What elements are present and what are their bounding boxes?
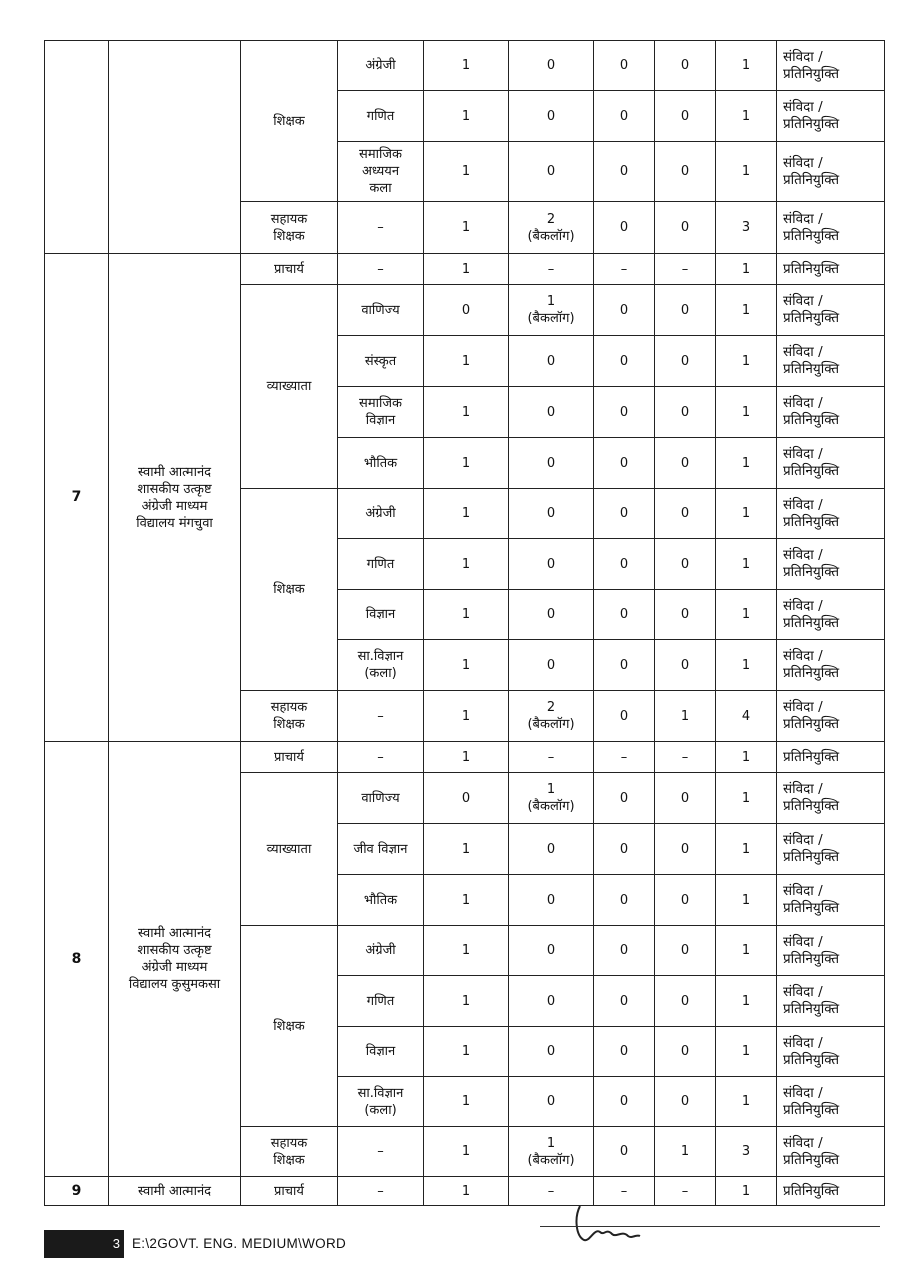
footer-divider	[540, 1226, 880, 1227]
serial-number-cell: 9	[45, 1177, 109, 1206]
count-cell: 1	[424, 926, 509, 976]
count-cell: 0	[655, 640, 716, 691]
count-cell: 0	[509, 875, 594, 926]
total-cell: 1	[716, 438, 777, 489]
serial-number-cell	[45, 41, 109, 254]
subject-cell: वाणिज्य	[338, 285, 424, 336]
count-cell: 0	[594, 926, 655, 976]
subject-cell: समाजिक विज्ञान	[338, 387, 424, 438]
count-cell: 1	[424, 438, 509, 489]
count-cell: –	[655, 1177, 716, 1206]
recruitment-mode-cell: संविदा / प्रतिनियुक्ति	[777, 539, 885, 590]
total-cell: 1	[716, 875, 777, 926]
count-cell: –	[594, 1177, 655, 1206]
count-cell: 0	[655, 285, 716, 336]
recruitment-mode-cell: संविदा / प्रतिनियुक्ति	[777, 41, 885, 91]
count-cell: 0	[509, 590, 594, 640]
subject-cell: भौतिक	[338, 875, 424, 926]
total-cell: 1	[716, 742, 777, 773]
serial-number-cell: 7	[45, 254, 109, 742]
count-cell: 1	[424, 1077, 509, 1127]
count-cell: 0	[509, 91, 594, 142]
count-cell: 0	[594, 640, 655, 691]
subject-cell: विज्ञान	[338, 590, 424, 640]
recruitment-mode-cell: संविदा / प्रतिनियुक्ति	[777, 91, 885, 142]
total-cell: 1	[716, 1077, 777, 1127]
count-cell: 0	[509, 142, 594, 202]
table-row	[45, 41, 885, 91]
recruitment-mode-cell: प्रतिनियुक्ति	[777, 1177, 885, 1206]
count-cell: 0	[509, 926, 594, 976]
post-cell: शिक्षक	[241, 41, 338, 202]
recruitment-mode-cell: संविदा / प्रतिनियुक्ति	[777, 926, 885, 976]
subject-cell: –	[338, 1177, 424, 1206]
count-cell: 0	[594, 336, 655, 387]
table-row	[45, 742, 885, 773]
count-cell: 2 (बैकलॉग)	[509, 202, 594, 254]
count-cell: 2 (बैकलॉग)	[509, 691, 594, 742]
count-cell: 1	[424, 742, 509, 773]
total-cell: 1	[716, 1027, 777, 1077]
count-cell: 0	[655, 142, 716, 202]
count-cell: 0	[655, 875, 716, 926]
count-cell: 0	[509, 976, 594, 1027]
count-cell: 0	[594, 142, 655, 202]
total-cell: 1	[716, 1177, 777, 1206]
subject-cell: जीव विज्ञान	[338, 824, 424, 875]
count-cell: –	[594, 742, 655, 773]
count-cell: 0	[509, 1077, 594, 1127]
count-cell: 0	[424, 773, 509, 824]
count-cell: 1	[424, 1127, 509, 1177]
count-cell: –	[594, 254, 655, 285]
subject-cell: विज्ञान	[338, 1027, 424, 1077]
count-cell: 0	[594, 1077, 655, 1127]
count-cell: 0	[655, 773, 716, 824]
count-cell: 1	[424, 1027, 509, 1077]
count-cell: 1 (बैकलॉग)	[509, 773, 594, 824]
total-cell: 1	[716, 640, 777, 691]
recruitment-mode-cell: संविदा / प्रतिनियुक्ति	[777, 438, 885, 489]
subject-cell: सा.विज्ञान (कला)	[338, 1077, 424, 1127]
total-cell: 1	[716, 539, 777, 590]
count-cell: 0	[655, 336, 716, 387]
count-cell: 0	[424, 285, 509, 336]
count-cell: 0	[655, 41, 716, 91]
recruitment-mode-cell: संविदा / प्रतिनियुक्ति	[777, 875, 885, 926]
count-cell: 0	[594, 590, 655, 640]
recruitment-mode-cell: संविदा / प्रतिनियुक्ति	[777, 142, 885, 202]
subject-cell: गणित	[338, 976, 424, 1027]
recruitment-mode-cell: संविदा / प्रतिनियुक्ति	[777, 640, 885, 691]
count-cell: 1	[424, 336, 509, 387]
count-cell: 0	[594, 1127, 655, 1177]
count-cell: 1	[424, 691, 509, 742]
total-cell: 1	[716, 387, 777, 438]
count-cell: 0	[655, 202, 716, 254]
count-cell: 0	[594, 539, 655, 590]
signature-mark	[570, 1198, 660, 1252]
subject-cell: –	[338, 202, 424, 254]
recruitment-mode-cell: संविदा / प्रतिनियुक्ति	[777, 336, 885, 387]
subject-cell: वाणिज्य	[338, 773, 424, 824]
post-cell: शिक्षक	[241, 926, 338, 1127]
vacancy-table	[44, 40, 885, 1206]
count-cell: 0	[509, 824, 594, 875]
total-cell: 1	[716, 926, 777, 976]
recruitment-mode-cell: संविदा / प्रतिनियुक्ति	[777, 1077, 885, 1127]
total-cell: 1	[716, 41, 777, 91]
subject-cell: –	[338, 254, 424, 285]
count-cell: 0	[594, 438, 655, 489]
count-cell: –	[509, 254, 594, 285]
count-cell: 0	[655, 824, 716, 875]
recruitment-mode-cell: संविदा / प्रतिनियुक्ति	[777, 773, 885, 824]
count-cell: 0	[594, 202, 655, 254]
count-cell: 0	[594, 691, 655, 742]
post-cell: सहायक शिक्षक	[241, 691, 338, 742]
subject-cell: अंग्रेजी	[338, 926, 424, 976]
count-cell: 0	[509, 41, 594, 91]
post-cell: प्राचार्य	[241, 254, 338, 285]
count-cell: 1	[424, 875, 509, 926]
post-cell: व्याख्याता	[241, 773, 338, 926]
subject-cell: अंग्रेजी	[338, 41, 424, 91]
count-cell: 0	[509, 539, 594, 590]
total-cell: 1	[716, 824, 777, 875]
post-cell: सहायक शिक्षक	[241, 202, 338, 254]
post-cell: शिक्षक	[241, 489, 338, 691]
total-cell: 1	[716, 254, 777, 285]
count-cell: 0	[655, 387, 716, 438]
count-cell: 1 (बैकलॉग)	[509, 285, 594, 336]
count-cell: 0	[509, 438, 594, 489]
count-cell: 0	[594, 489, 655, 539]
school-name-cell: स्वामी आत्मानंद शासकीय उत्कृष्ट अंग्रेजी माध्यम विद्यालय कुसुमकसा	[109, 742, 241, 1177]
count-cell: 1	[424, 489, 509, 539]
subject-cell: भौतिक	[338, 438, 424, 489]
count-cell: 1 (बैकलॉग)	[509, 1127, 594, 1177]
school-name-cell: स्वामी आत्मानंद	[109, 1177, 241, 1206]
count-cell: 0	[594, 285, 655, 336]
total-cell: 1	[716, 142, 777, 202]
count-cell: 1	[424, 387, 509, 438]
subject-cell: गणित	[338, 91, 424, 142]
count-cell: 1	[424, 1177, 509, 1206]
count-cell: 0	[655, 438, 716, 489]
total-cell: 1	[716, 773, 777, 824]
subject-cell: समाजिक अध्ययन कला	[338, 142, 424, 202]
count-cell: –	[509, 1177, 594, 1206]
count-cell: 0	[655, 1027, 716, 1077]
count-cell: –	[655, 742, 716, 773]
subject-cell: संस्कृत	[338, 336, 424, 387]
recruitment-mode-cell: संविदा / प्रतिनियुक्ति	[777, 976, 885, 1027]
recruitment-mode-cell: संविदा / प्रतिनियुक्ति	[777, 1127, 885, 1177]
school-name-cell: स्वामी आत्मानंद शासकीय उत्कृष्ट अंग्रेजी माध्यम विद्यालय मंगचुवा	[109, 254, 241, 742]
subject-cell: –	[338, 691, 424, 742]
recruitment-mode-cell: संविदा / प्रतिनियुक्ति	[777, 202, 885, 254]
count-cell: 0	[509, 1027, 594, 1077]
total-cell: 1	[716, 336, 777, 387]
count-cell: 0	[594, 824, 655, 875]
count-cell: 1	[655, 691, 716, 742]
count-cell: 0	[509, 387, 594, 438]
count-cell: 0	[655, 926, 716, 976]
count-cell: –	[509, 742, 594, 773]
count-cell: 0	[594, 875, 655, 926]
total-cell: 3	[716, 1127, 777, 1177]
count-cell: –	[655, 254, 716, 285]
total-cell: 1	[716, 590, 777, 640]
count-cell: 0	[509, 640, 594, 691]
subject-cell: अंग्रेजी	[338, 489, 424, 539]
footer-page-badge	[44, 1230, 124, 1258]
count-cell: 0	[594, 1027, 655, 1077]
count-cell: 0	[594, 773, 655, 824]
post-cell: व्याख्याता	[241, 285, 338, 489]
total-cell: 1	[716, 489, 777, 539]
count-cell: 0	[655, 590, 716, 640]
recruitment-mode-cell: प्रतिनियुक्ति	[777, 742, 885, 773]
table-row	[45, 1177, 885, 1206]
total-cell: 1	[716, 91, 777, 142]
subject-cell: सा.विज्ञान (कला)	[338, 640, 424, 691]
count-cell: 1	[424, 976, 509, 1027]
count-cell: 1	[424, 539, 509, 590]
count-cell: 0	[655, 489, 716, 539]
school-name-cell	[109, 41, 241, 254]
table-row	[45, 254, 885, 285]
count-cell: 0	[594, 387, 655, 438]
count-cell: 0	[655, 91, 716, 142]
recruitment-mode-cell: संविदा / प्रतिनियुक्ति	[777, 489, 885, 539]
total-cell: 4	[716, 691, 777, 742]
count-cell: 0	[655, 539, 716, 590]
recruitment-mode-cell: संविदा / प्रतिनियुक्ति	[777, 285, 885, 336]
subject-cell: –	[338, 1127, 424, 1177]
post-cell: प्राचार्य	[241, 742, 338, 773]
count-cell: 0	[655, 1077, 716, 1127]
post-cell: सहायक शिक्षक	[241, 1127, 338, 1177]
recruitment-mode-cell: संविदा / प्रतिनियुक्ति	[777, 1027, 885, 1077]
count-cell: 1	[424, 202, 509, 254]
count-cell: 0	[594, 91, 655, 142]
count-cell: 1	[424, 590, 509, 640]
recruitment-mode-cell: प्रतिनियुक्ति	[777, 254, 885, 285]
count-cell: 1	[424, 640, 509, 691]
count-cell: 1	[424, 142, 509, 202]
recruitment-mode-cell: संविदा / प्रतिनियुक्ति	[777, 691, 885, 742]
post-cell: प्राचार्य	[241, 1177, 338, 1206]
recruitment-mode-cell: संविदा / प्रतिनियुक्ति	[777, 387, 885, 438]
count-cell: 0	[594, 41, 655, 91]
recruitment-mode-cell: संविदा / प्रतिनियुक्ति	[777, 590, 885, 640]
total-cell: 1	[716, 976, 777, 1027]
subject-cell: गणित	[338, 539, 424, 590]
page-number: 3	[112, 1236, 120, 1251]
count-cell: 0	[655, 976, 716, 1027]
total-cell: 1	[716, 285, 777, 336]
count-cell: 1	[424, 41, 509, 91]
count-cell: 1	[424, 824, 509, 875]
count-cell: 1	[655, 1127, 716, 1177]
count-cell: 0	[509, 336, 594, 387]
count-cell: 1	[424, 254, 509, 285]
footer-file-path: E:\2GOVT. ENG. MEDIUM\WORD	[132, 1236, 347, 1251]
subject-cell: –	[338, 742, 424, 773]
recruitment-mode-cell: संविदा / प्रतिनियुक्ति	[777, 824, 885, 875]
count-cell: 1	[424, 91, 509, 142]
serial-number-cell: 8	[45, 742, 109, 1177]
count-cell: 0	[509, 489, 594, 539]
total-cell: 3	[716, 202, 777, 254]
count-cell: 0	[594, 976, 655, 1027]
